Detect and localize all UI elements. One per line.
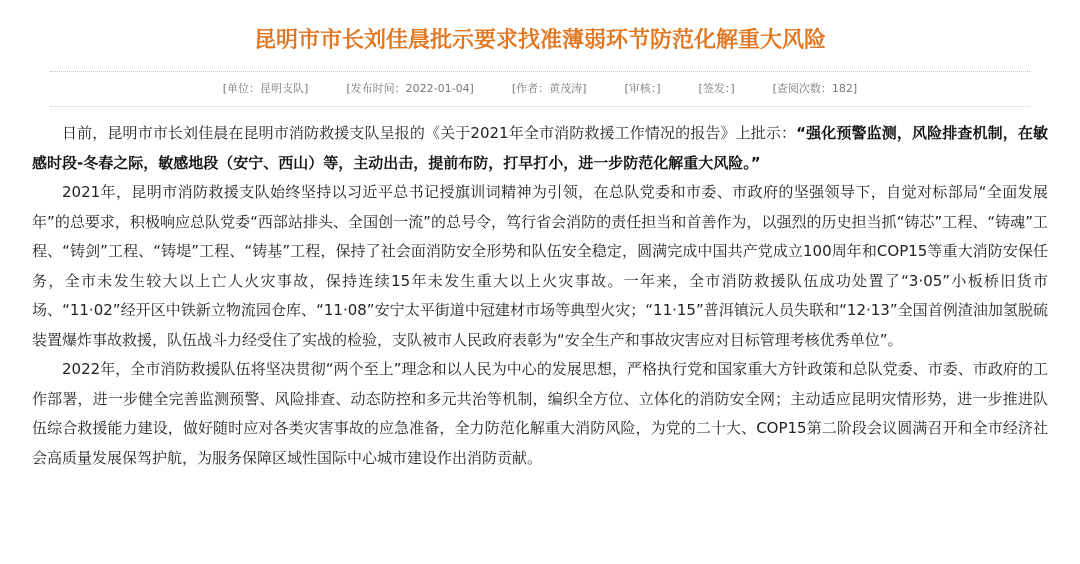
paragraph-1-bold-quote: “强化预警监测，风险排查机制，在敏感时段-冬春之际，敏感地段（安宁、西山）等，主动出击，提前布防，打早打小，进一步防范化解重大风险。” [32, 124, 1048, 172]
article-meta-bar [32, 79, 1048, 99]
article-title: 昆明市市长刘佳晨批示要求找准薄弱环节防范化解重大风险 [253, 28, 826, 53]
paragraph-2: 2021年，昆明市消防救援支队始终坚持以习近平总书记授旗训词精神为引领，在总队党委和市委、市政府的坚强领导下，自觉对标部局“全面发展年”的总要求，积极响应总队党委“西部站排头、全国创一流”的总号令，笃行省会消防的责任担当和首善作为，以强烈的历史担当抓“铸芯”工程、“铸魂”工程、“铸剑”工程、“铸堤”工程、“铸基”工程，保持了社会面消防安全形势和队伍安全稳定，圆满完成中国共产党成立100周年和COP15等重大消防安保任务，全市未发生较大以上亡人火灾事故，保持连续15年未发生重大以上火灾事故。一年来，全市消防救援队伍成功处置了“3·05”小板桥旧货市场、“11·02”经开区中铁新立物流园仓库、“11·08”安宁太平街道中冠建材市场等典型火灾；“11·15”普洱镇沅人员失联和“12·13”全国首例渣油加氢脱硫装置爆炸事故救援，队伍战斗力经受住了实战的检验，支队被市人民政府表彰为“安全生产和事故灾害应对目标管理考核优秀单位”。 [32, 183, 1048, 349]
meta-signer: [签发：] [698, 82, 735, 95]
meta-divider [50, 106, 1030, 107]
meta-published-time: [发布时间：2022-01-04] [346, 82, 474, 95]
title-divider [50, 71, 1030, 72]
meta-reviewer: [审核：] [624, 82, 661, 95]
meta-author: [作者：黄茂涛] [511, 82, 587, 95]
article-body [32, 119, 1048, 473]
meta-view-count: [查阅次数：182] [772, 82, 858, 95]
paragraph-1 [32, 119, 1048, 178]
paragraph-3: 2022年，全市消防救援队伍将坚决贯彻“两个至上”理念和以人民为中心的发展思想，严格执行党和国家重大方针政策和总队党委、市委、市政府的工作部署，进一步健全完善监测预警、风险排查、动态防控和多元共治等机制，编织全方位、立体化的消防安全网；主动适应昆明灾情形势，进一步推进队伍综合救援能力建设，做好随时应对各类灾害事故的应急准备，全力防范化解重大消防风险，为党的二十大、COP15第二阶段会议圆满召开和全市经济社会高质量发展保驾护航，为服务保障区域性国际中心城市建设作出消防贡献。 [32, 360, 1048, 467]
paragraph-1-text: 日前，昆明市市长刘佳晨在昆明市消防救援支队呈报的《关于2021年全市消防救援工作情况的报告》上批示： [62, 124, 797, 142]
meta-unit: [单位：昆明支队] [222, 82, 309, 95]
